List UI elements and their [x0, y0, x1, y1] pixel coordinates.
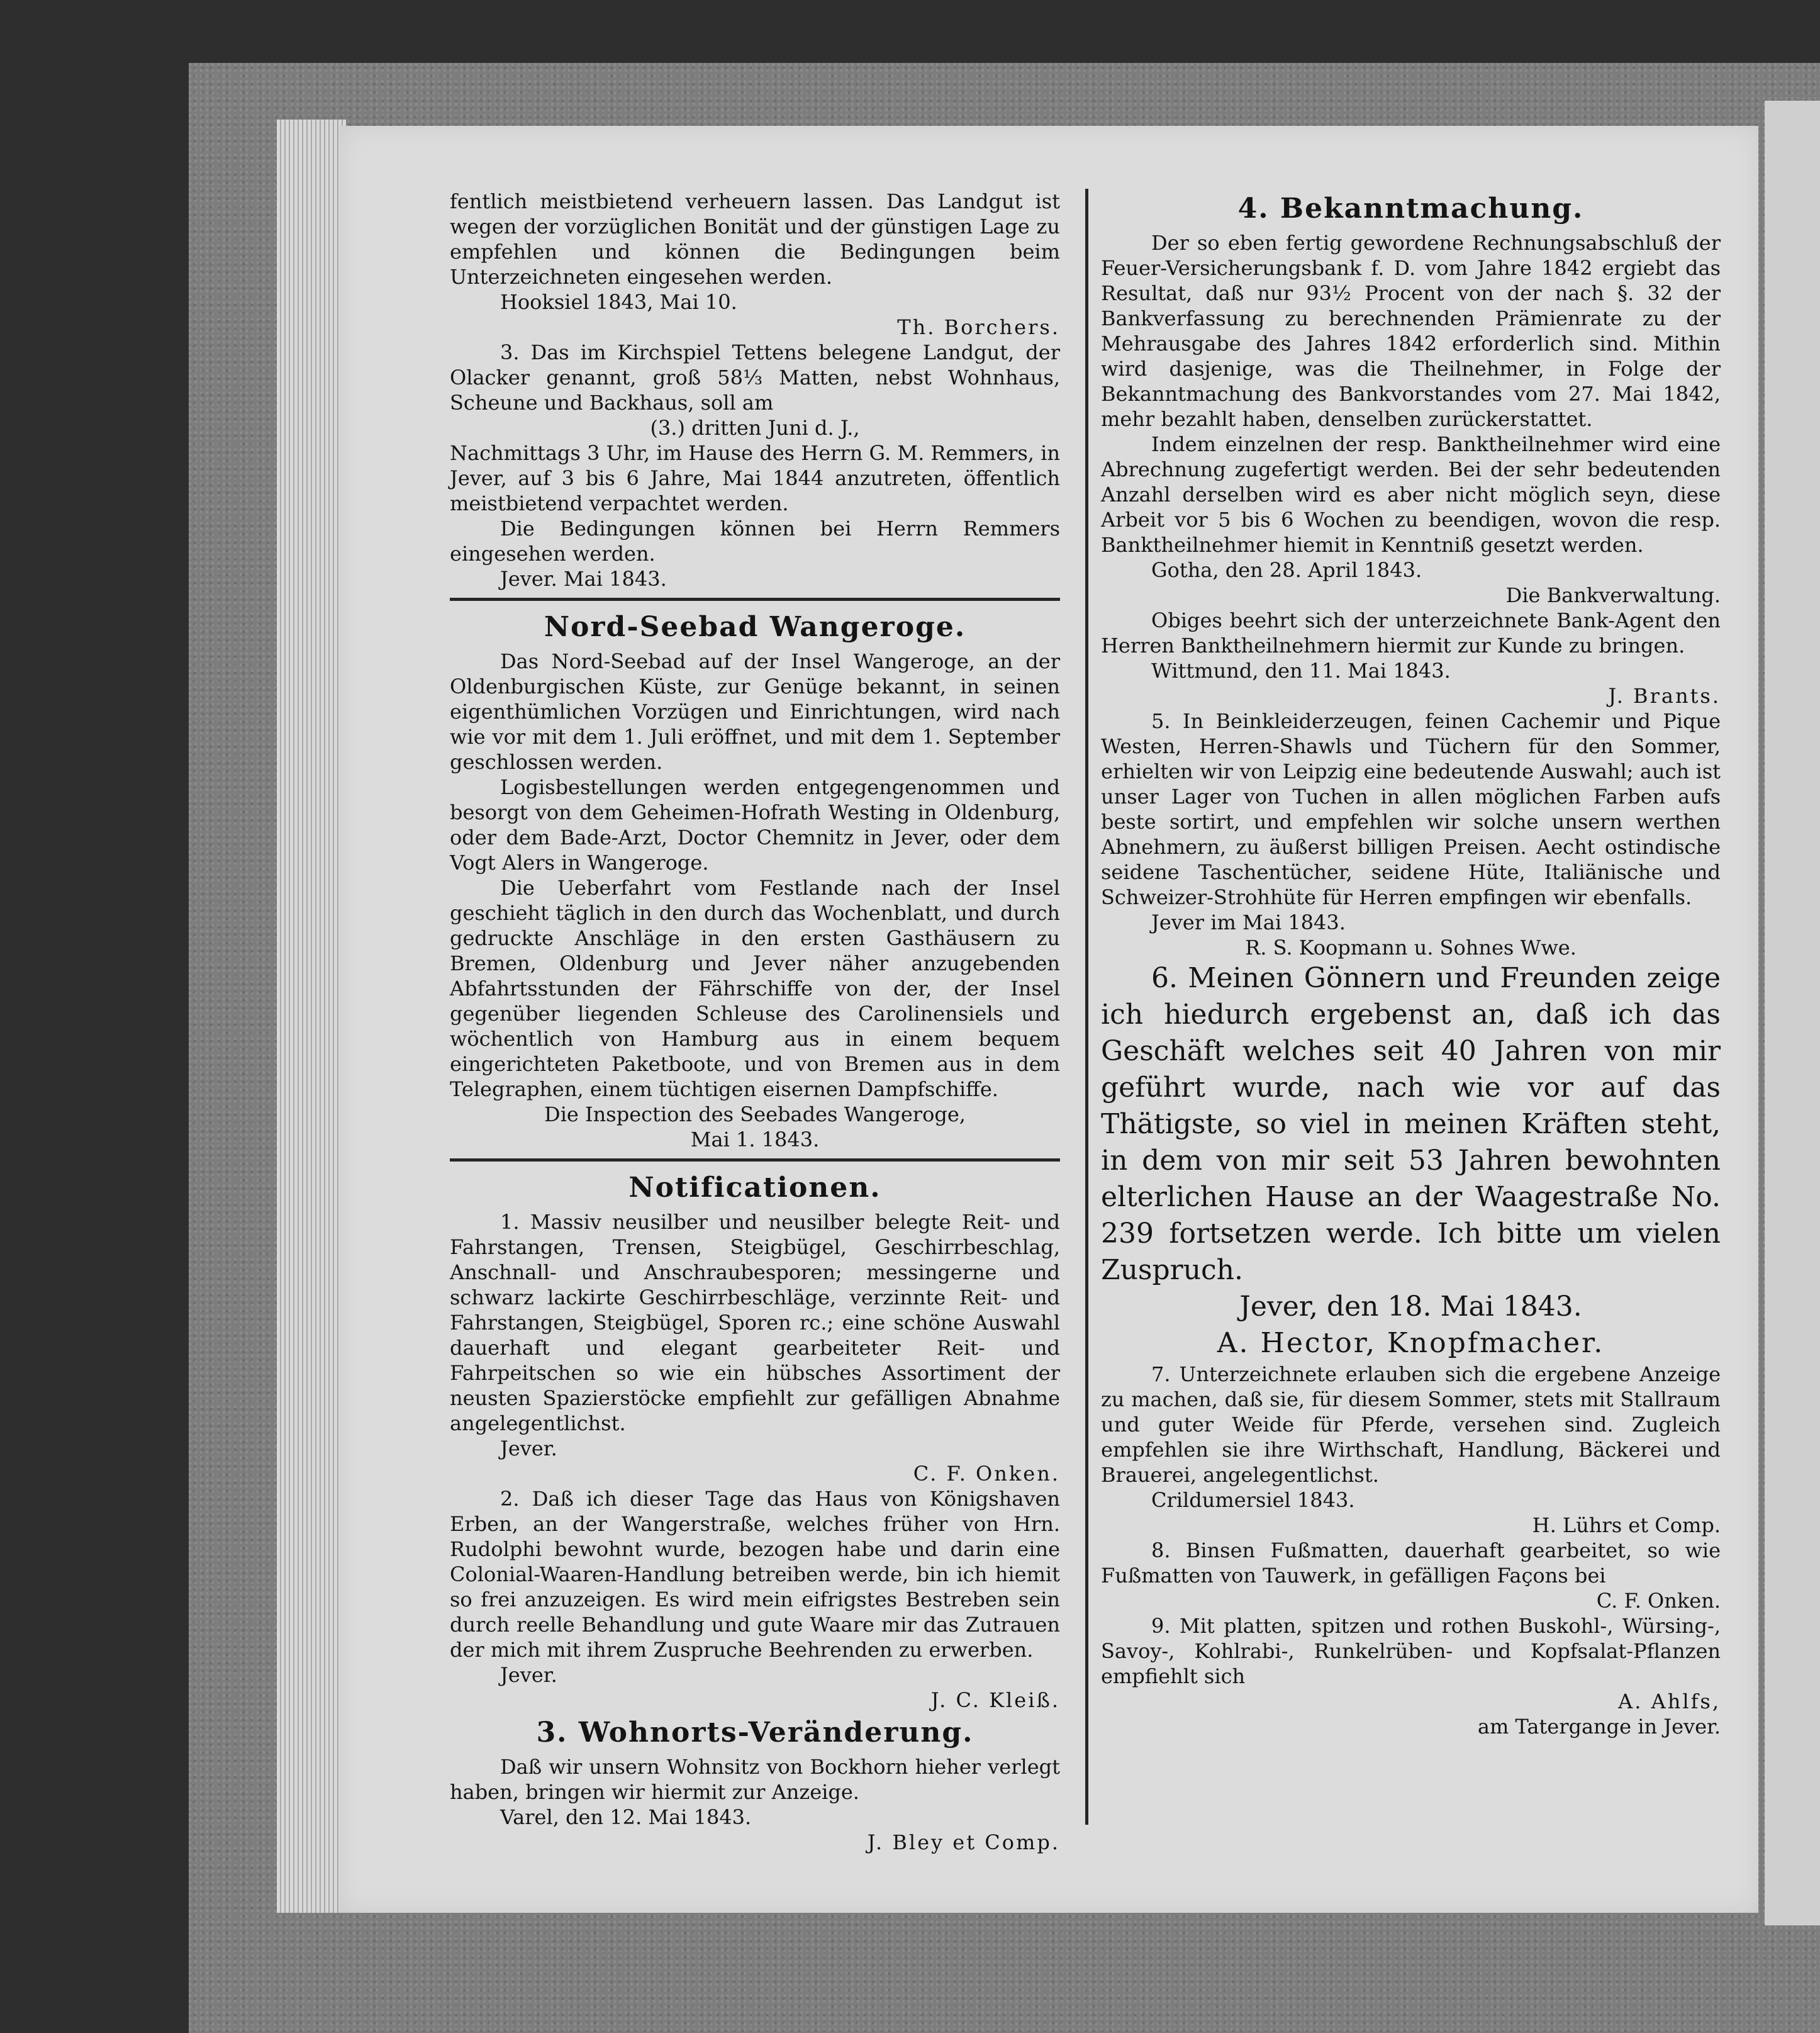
page-edges	[277, 120, 346, 1913]
section-rule	[450, 598, 1060, 601]
section-heading: Nord-Seebad Wangeroge.	[544, 611, 966, 643]
column-divider	[1085, 189, 1088, 1825]
notice-text: 5. In Beinkleiderzeugen, feinen Cachemir und Pique Westen, Herren-Shawls und Tüchern für den Sommer, erhielten wir von Leipzig eine bedeutende Auswahl; auch ist unser Lager von Tuchen in allen möglichen Farben aufs beste sortirt, und empfehlen wir solche unsern werthen Abnehmern, zu äußerst billigen Preisen. Aecht ostindische seidene Taschentücher, seidene Hüte, Italiänische und Schweizer-Strohhüte für Herren empfingen wir ebenfalls.	[1101, 709, 1721, 909]
notice-signature: J. C. Kleiß.	[930, 1688, 1060, 1712]
notice-place: Jever.	[500, 1663, 557, 1687]
notice-text: Obiges beehrt sich der unterzeichnete Bank-Agent den Herren Banktheilnehmern hiermit zur Kunde zu bringen.	[1101, 608, 1721, 658]
right-column	[1101, 189, 1721, 1739]
notice-date: (3.) dritten Juni d. J.,	[650, 416, 860, 440]
notice-text: 2. Daß ich dieser Tage das Haus von Königshaven Erben, an der Wangerstraße, welches früher von Hrn. Rudolphi bewohnt wurde, bezogen habe und darin eine Colonial-Waaren-Handlung betreiben werde, bin ich hiemit so frei anzuzeigen. Es wird mein eifrigstes Bestreben sein durch reelle Behandlung und gute Waare mir das Zutrauen der mich mit ihrem Zuspruche Beehrenden zu erwerben.	[450, 1487, 1060, 1662]
notice-text: Das Nord-Seebad auf der Insel Wangeroge, an der Oldenburgischen Küste, zur Genüge bekannt, in seinen eigenthümlichen Vorzügen und Einrichtungen, wird nach wie vor mit dem 1. Juli eröffnet, und mit dem 1. September geschlossen werden.	[450, 649, 1060, 774]
notice-signature: A. Hector, Knopfmacher.	[1217, 1327, 1605, 1359]
notice-text: Die Ueberfahrt vom Festlande nach der Insel geschieht täglich in den durch das Wochenblatt, und durch gedruckte Anschläge in den ersten Gasthäusern zu Bremen, Oldenburg und Jever näher anzugebenden Abfahrtsstunden der Fährschiffe von der, der Insel gegenüber liegenden Schleuse des Carolinensiels und wöchentlich von Hamburg aus in einem bequem eingerichteten Paketboote, und von Bremen aus in dem Telegraphen, einem tüchtigen eisernen Dampfschiffe.	[450, 876, 1060, 1101]
notice-text: 6. Meinen Gönnern und Freunden zeige ich hiedurch ergebenst an, daß ich das Geschäft welches seit 40 Jahren von mir geführt wurde, nach wie vor auf das Thätigste, so viel in meinen Kräften steht, in dem von mir seit 53 Jahren bewohnten elterlichen Hause an der Waagestraße No. 239 fortsetzen werde. Ich bitte um vielen Zuspruch.	[1101, 962, 1721, 1286]
notice-text: 3. Das im Kirchspiel Tettens belegene Landgut, der Olacker genannt, groß 58⅓ Matten, nebst Wohnhaus, Scheune und Backhaus, soll am	[450, 340, 1060, 415]
section-rule	[450, 1158, 1060, 1162]
notice-date: Varel, den 12. Mai 1843.	[500, 1805, 752, 1829]
notice-date: Jever im Mai 1843.	[1151, 910, 1346, 934]
notice-text: fentlich meistbietend verheuern lassen. Das Landgut ist wegen der vorzüglichen Bonität und der günstigen Lage zu empfehlen und können die Bedingungen beim Unterzeichneten eingesehen werden.	[450, 189, 1060, 289]
notice-address: am Tatergange in Jever.	[1477, 1715, 1721, 1739]
notice-text: Nachmittags 3 Uhr, im Hause des Herrn G. M. Remmers, in Jever, auf 3 bis 6 Jahre, Mai 1844 anzutreten, öffentlich meistbietend verpachtet werden.	[450, 441, 1060, 515]
notice-signature: Th. Borchers.	[897, 315, 1060, 339]
notice-text: 8. Binsen Fußmatten, dauerhaft gearbeitet, so wie Fußmatten von Tauwerk, in gefälligen Façons bei	[1101, 1538, 1721, 1588]
notice-signature: Die Inspection des Seebades Wangeroge,	[544, 1102, 966, 1126]
notice-signature: R. S. Koopmann u. Sohnes Wwe.	[1245, 936, 1577, 960]
notice-signature: H. Lührs et Comp.	[1532, 1513, 1721, 1537]
notice-text: Die Bedingungen können bei Herrn Remmers eingesehen werden.	[450, 517, 1060, 566]
notice-date: Wittmund, den 11. Mai 1843.	[1151, 659, 1451, 683]
notice-date: Hooksiel 1843, Mai 10.	[500, 290, 737, 314]
notice-text: Daß wir unsern Wohnsitz von Bockhorn hieher verlegt haben, bringen wir hiermit zur Anzeige.	[450, 1755, 1060, 1804]
left-column	[450, 189, 1060, 1855]
notice-place: Jever.	[500, 1437, 557, 1460]
notice-text: Logisbestellungen werden entgegengenommen und besorgt von dem Geheimen-Hofrath Westing in Oldenburg, oder dem Bade-Arzt, Doctor Chemnitz in Jever, oder dem Vogt Alers in Wangeroge.	[450, 775, 1060, 875]
notice-text: Indem einzelnen der resp. Banktheilnehmer wird eine Abrechnung zugefertigt werden. Bei der sehr bedeutenden Anzahl derselben wird es aber nicht möglich seyn, diese Arbeit vor 5 bis 6 Wochen zu beendigen, wovon die resp. Banktheilnehmer hiemit in Kenntniß gesetzt werden.	[1101, 432, 1721, 557]
notice-text: 7. Unterzeichnete erlauben sich die ergebene Anzeige zu machen, daß sie, für diesem Sommer, stets mit Stallraum und guter Weide für Pferde, versehen sind. Zugleich empfehlen sie ihre Wirthschaft, Handlung, Bäckerei und Brauerei, angelegentlichst.	[1101, 1362, 1721, 1487]
notice-signature: C. F. Onken.	[1596, 1589, 1721, 1613]
notice-signature: J. Brants.	[1608, 684, 1721, 708]
notice-text: 1. Massiv neusilber und neusilber belegte Reit- und Fahrstangen, Trensen, Steigbügel, Geschirrbeschlag, Anschnall- und Anschraubesporen; messingerne und schwarz lackirte Geschirrbeschläge, verzinnte Reit- und Fahrstangen, Steigbügel, Sporen rc.; eine schöne Auswahl dauerhaft und elegant gearbeiteter Reit- und Fahrpeitschen so wie ein hübsches Assortiment der neusten Spazierstöcke empfiehlt zur gefälligen Abnahme angelegentlichst.	[450, 1210, 1060, 1435]
notice-signature: Die Bankverwaltung.	[1505, 583, 1721, 607]
section-heading: 3. Wohnorts-Veränderung.	[536, 1717, 974, 1749]
section-heading: Notificationen.	[628, 1172, 881, 1204]
section-heading: 4. Bekanntmachung.	[1237, 193, 1584, 225]
notice-signature: C. F. Onken.	[913, 1462, 1060, 1486]
facing-page-edge	[1765, 101, 1820, 1925]
notice-signature: A. Ahlfs,	[1618, 1689, 1721, 1713]
notice-text: 9. Mit platten, spitzen und rothen Buskohl-, Würsing-, Savoy-, Kohlrabi-, Runkelrüben- und Kopfsalat-Pflanzen empfiehlt sich	[1101, 1614, 1721, 1688]
notice-date: Mai 1. 1843.	[690, 1128, 820, 1151]
notice-date: Crildumersiel 1843.	[1151, 1488, 1355, 1512]
notice-signature: J. Bley et Comp.	[867, 1830, 1060, 1854]
notice-date: Jever. Mai 1843.	[500, 567, 667, 591]
newspaper-page	[340, 126, 1758, 1913]
notice-date: Gotha, den 28. April 1843.	[1151, 558, 1422, 582]
notice-date: Jever, den 18. Mai 1843.	[1239, 1291, 1582, 1323]
notice-text: Der so eben fertig gewordene Rechnungsabschluß der Feuer-Versicherungsbank f. D. vom Jahre 1842 ergiebt das Resultat, daß nur 93½ Procent von der nach §. 32 der Bankverfassung zu berechnenden Prämienrate zu der Mehrausgabe des Jahres 1842 erforderlich sind. Mithin wird dasjenige, was die Theilnehmer, in Folge der Bekanntmachung des Bankvorstandes vom 27. Mai 1842, mehr bezahlt haben, denselben zurückerstattet.	[1101, 231, 1721, 431]
